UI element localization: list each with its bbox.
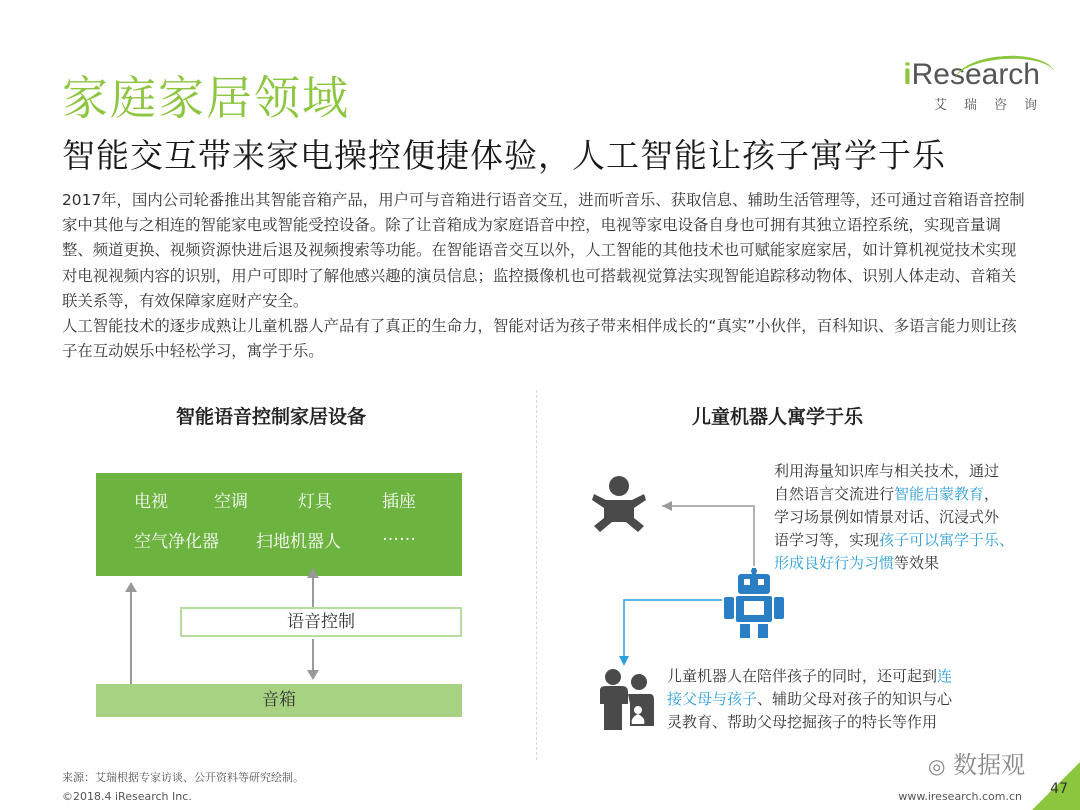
- intro-paragraph-2: 人工智能技术的逐步成熟让儿童机器人产品有了真正的生命力，智能对话为孩子带来相伴成长的“真实”小伙伴，百科知识、多语言能力则让孩子在互动娱乐中轻松学习，寓学于乐。: [62, 317, 1017, 361]
- robot-education-text: [774, 460, 1014, 575]
- arrow-speaker-to-devices: [130, 592, 132, 684]
- wechat-watermark: [928, 745, 1025, 780]
- connector-arrows: [590, 490, 770, 680]
- iresearch-logo: [903, 58, 1054, 113]
- speaker-bar: 音箱: [96, 684, 462, 717]
- intro-paragraph-1: 2017年，国内公司轮番推出其智能音箱产品，用户可与音箱进行语音交互，进而听音乐、获取信息、辅助生活管理等，还可通过音箱语音控制家中其他与之相连的智能家电或智能受控设备。除了让音箱成为家庭语音中控，电视等家电设备自身也可拥有其独立语控系统，实现音量调整、频道更换、视频资源快进后退及视频搜索等功能。在智能语音交互以外，人工智能的其他技术也可赋能家庭家居，如计算机视觉技术实现对电视视频内容的识别，用户可即时了解他感兴趣的演员信息；监控摄像机也可搭载视觉算法实现智能追踪移动物体、识别人体走动、音箱关联关系等，有效保障家庭财产安全。: [62, 191, 1025, 310]
- arrow-up-head-center: [307, 568, 319, 578]
- edu-line-4-highlight: 孩子可以寓学于乐、: [879, 531, 1015, 549]
- comp-line-2: 、辅助父母对孩子的知识与心: [757, 690, 953, 708]
- right-panel-title: 儿童机器人寓学于乐: [692, 406, 864, 428]
- source-note: 来源：艾瑞根据专家访谈、公开资料等研究绘制。: [62, 771, 304, 784]
- device-tv: 电视: [134, 492, 168, 512]
- arrow-up-head-left: [125, 582, 137, 592]
- edu-line-2-highlight: 智能启蒙教育: [894, 485, 985, 503]
- edu-line-4: 语学习等，实现: [774, 531, 880, 549]
- page-headline: 智能交互带来家电操控便捷体验，人工智能让孩子寓学于乐: [62, 136, 946, 175]
- edu-line-3: 学习场景例如情景对话、沉浸式外: [774, 508, 1000, 526]
- wechat-icon: ◎: [928, 754, 946, 778]
- intro-text: [62, 188, 1030, 364]
- website-url: www.iresearch.com.cn: [898, 790, 1022, 803]
- device-more: ……: [382, 525, 416, 545]
- comp-line-2-highlight: 接父母与孩子: [667, 690, 758, 708]
- smart-devices-box: [96, 473, 462, 576]
- arrow-down-head-center: [307, 670, 319, 680]
- logo-subtitle: 艾瑞咨询: [933, 98, 1054, 113]
- robot-companion-text: [667, 665, 952, 734]
- copyright: ©2018.4 iResearch Inc.: [62, 790, 192, 803]
- device-robot-vacuum: 扫地机器人: [256, 532, 341, 552]
- left-panel-title: 智能语音控制家居设备: [176, 406, 367, 428]
- logo-brand-name: Research: [911, 58, 1040, 91]
- comp-line-3: 灵教育、帮助父母挖掘孩子的特长等作用: [667, 713, 938, 731]
- comp-line-1-highlight: 连: [937, 667, 953, 685]
- device-air-purifier: 空气净化器: [134, 532, 219, 552]
- edu-line-5: 等效果: [894, 554, 940, 572]
- panel-divider: [536, 390, 537, 760]
- comp-line-1: 儿童机器人在陪伴孩子的同时，还可起到: [667, 667, 938, 685]
- device-socket: 插座: [382, 492, 416, 512]
- edu-line-1: 利用海量知识库与相关技术，通过: [774, 462, 1000, 480]
- device-lamp: 灯具: [298, 492, 332, 512]
- page-number: 47: [1050, 781, 1068, 797]
- section-title: 家庭家居领域: [62, 71, 350, 125]
- edu-line-2: 自然语言交流进行: [774, 485, 895, 503]
- arrow-voice-to-devices: [312, 578, 314, 607]
- logo-brand-prefix: i: [903, 58, 912, 91]
- edu-line-5-highlight: 形成良好行为习惯: [774, 554, 895, 572]
- watermark-text: 数据观: [953, 751, 1026, 779]
- arrow-voice-to-speaker: [312, 639, 314, 672]
- device-air-conditioner: 空调: [214, 492, 248, 512]
- edu-line-2-end: ，: [984, 485, 1000, 503]
- voice-control-box: 语音控制: [180, 607, 462, 637]
